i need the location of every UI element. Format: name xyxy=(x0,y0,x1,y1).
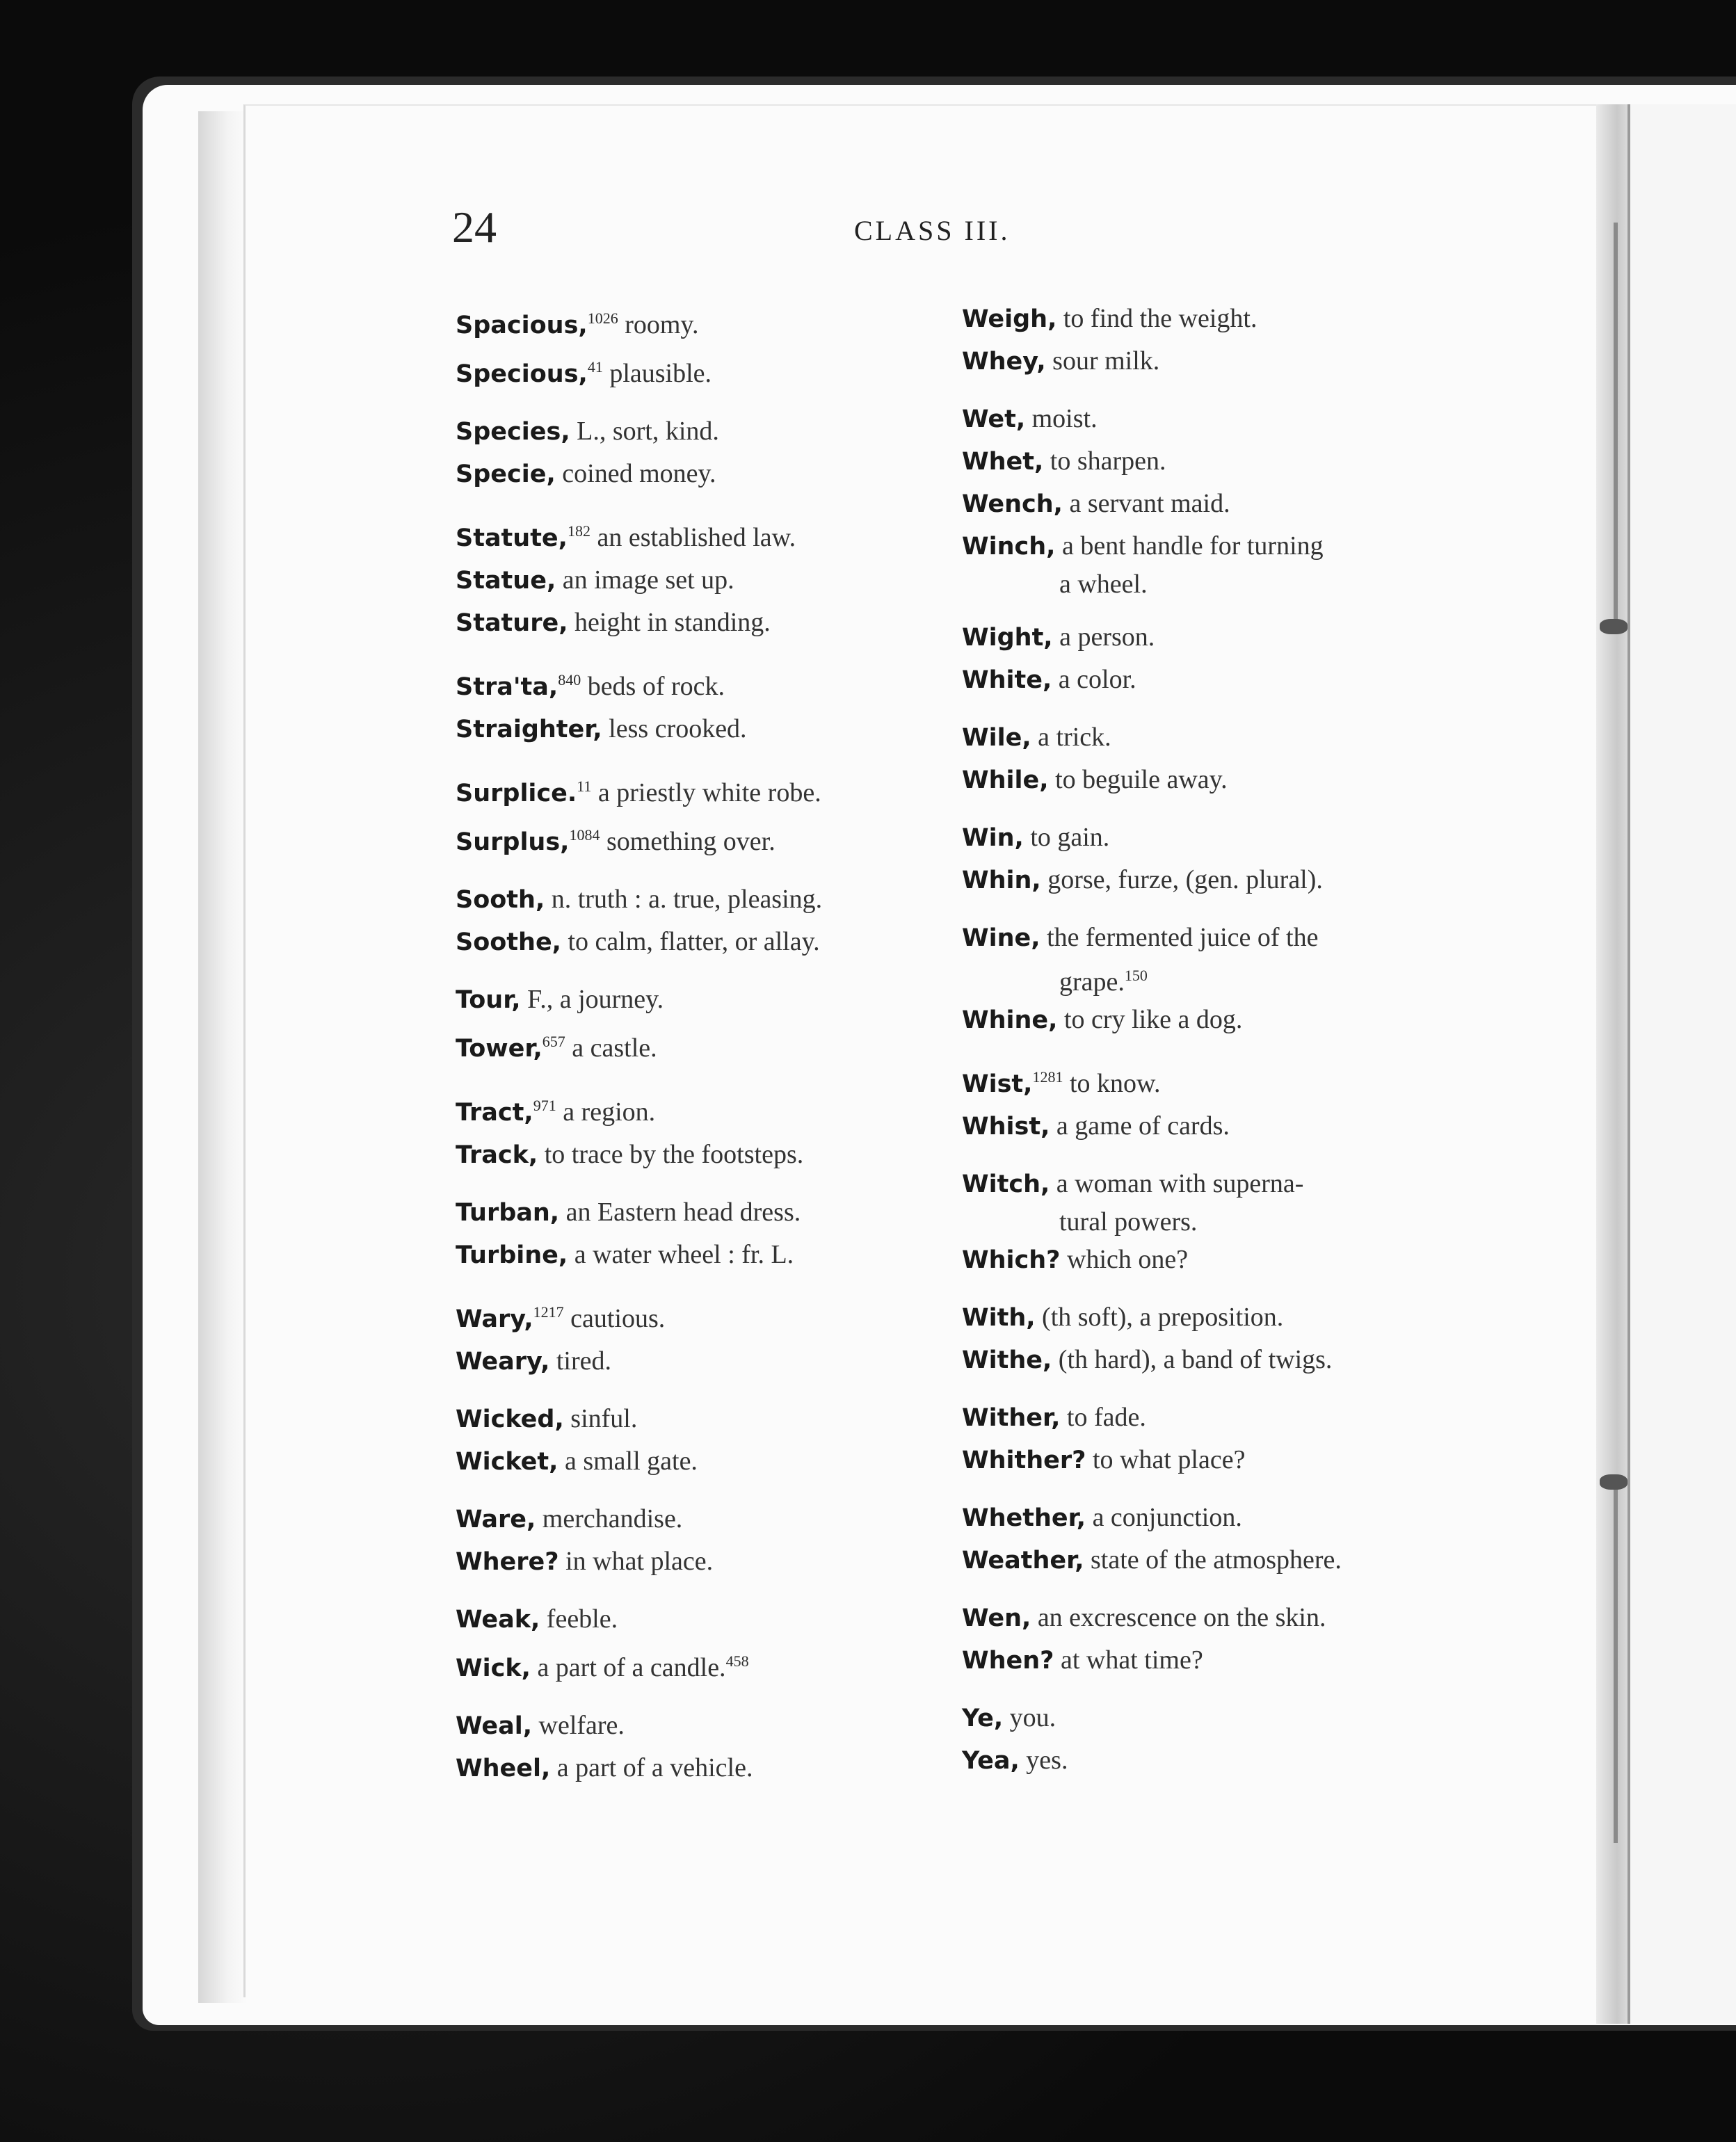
entry-definition: sour milk. xyxy=(1045,346,1160,376)
dictionary-entry xyxy=(456,1021,984,1070)
dictionary-entry xyxy=(456,1134,984,1176)
entry-word: Wile, xyxy=(962,724,1031,752)
entry-definition: an image set up. xyxy=(556,565,734,595)
entry-word: Turban, xyxy=(456,1199,560,1227)
dictionary-entry xyxy=(962,859,1435,901)
entry-definition: to cry like a dog. xyxy=(1057,1005,1243,1034)
entry-group xyxy=(456,1085,984,1176)
entry-word: Soothe, xyxy=(456,928,561,956)
dictionary-entry xyxy=(456,1085,984,1134)
entry-definition: you. xyxy=(1003,1703,1056,1732)
entry-word: Wary, xyxy=(456,1305,533,1333)
dictionary-entry xyxy=(456,510,984,559)
entry-reference-number: 1281 xyxy=(1032,1068,1063,1086)
entry-word: Tour, xyxy=(456,986,521,1014)
entry-group xyxy=(962,1296,1435,1381)
entry-definition-continued: a wheel. xyxy=(1059,570,1148,599)
dictionary-entry xyxy=(962,1396,1435,1439)
entry-word: Stra'ta, xyxy=(456,673,558,701)
dictionary-entry xyxy=(456,708,984,750)
entry-definition: a bent handle for turning xyxy=(1055,531,1324,561)
entry-reference-number: 1217 xyxy=(533,1303,564,1321)
entry-group xyxy=(456,1598,984,1689)
entry-definition: plausible. xyxy=(602,359,712,388)
dictionary-entry xyxy=(962,999,1435,1041)
entry-definition: an established law. xyxy=(590,523,796,552)
entry-definition: welfare. xyxy=(532,1711,625,1740)
entry-definition: a part of a vehicle. xyxy=(550,1753,753,1782)
entry-group xyxy=(456,1291,984,1383)
dictionary-entry xyxy=(962,440,1435,483)
entry-definition: to sharpen. xyxy=(1043,446,1166,476)
binding-knot-bottom xyxy=(1600,1474,1628,1490)
entry-definition: moist. xyxy=(1025,404,1098,433)
entry-word: Tract, xyxy=(456,1099,533,1127)
entry-word: White, xyxy=(962,666,1052,694)
dictionary-entry xyxy=(456,1747,984,1789)
entry-definition: to know. xyxy=(1063,1069,1161,1098)
entry-definition: something over. xyxy=(600,827,775,856)
dictionary-entry xyxy=(456,921,984,963)
entry-definition: beds of rock. xyxy=(581,672,725,701)
entry-word: Wine, xyxy=(962,924,1040,952)
page-number: 24 xyxy=(452,202,497,252)
entry-reference-number: 1026 xyxy=(587,309,618,327)
entry-group xyxy=(962,398,1435,601)
entry-word: Wight, xyxy=(962,624,1053,652)
dictionary-entry xyxy=(962,716,1435,759)
dictionary-entry xyxy=(962,659,1435,701)
entry-word: Whet, xyxy=(962,448,1044,476)
dictionary-entry xyxy=(962,1239,1435,1281)
dictionary-entry xyxy=(456,979,984,1021)
dictionary-entry xyxy=(456,766,984,814)
entry-word: With, xyxy=(962,1304,1036,1332)
entry-definition: state of the atmosphere. xyxy=(1084,1545,1342,1575)
dictionary-entry xyxy=(962,525,1435,601)
entry-word: Wist, xyxy=(962,1070,1033,1098)
entry-group xyxy=(456,659,984,750)
entry-definition: at what time? xyxy=(1054,1645,1203,1675)
binding-knot-top xyxy=(1600,619,1628,634)
entry-reference-number: 458 xyxy=(725,1652,749,1670)
entry-reference-number: 150 xyxy=(1124,967,1148,984)
binding-cord-top xyxy=(1614,223,1618,626)
entry-definition: a person. xyxy=(1052,622,1155,652)
entry-definition: tired. xyxy=(549,1346,612,1376)
entry-reference-number: 11 xyxy=(577,778,592,795)
dictionary-entry xyxy=(456,602,984,644)
entry-definition: a servant maid. xyxy=(1062,489,1230,518)
dictionary-entry xyxy=(456,346,984,395)
dictionary-entry xyxy=(962,1639,1435,1682)
dictionary-entry xyxy=(456,659,984,708)
entry-word: Which? xyxy=(962,1246,1061,1274)
entry-definition: in what place. xyxy=(558,1547,714,1576)
entry-word: Weal, xyxy=(456,1712,533,1740)
entry-word: Ye, xyxy=(962,1705,1004,1732)
dictionary-entry xyxy=(962,1056,1435,1105)
entry-word: Tower, xyxy=(456,1035,542,1063)
entry-definition: cautious. xyxy=(563,1304,666,1333)
dictionary-entry xyxy=(456,814,984,863)
entry-definition: height in standing. xyxy=(568,608,771,637)
entry-definition: a color. xyxy=(1052,665,1136,694)
dictionary-entry xyxy=(962,1539,1435,1581)
entry-group xyxy=(962,1597,1435,1682)
dictionary-entry xyxy=(456,1191,984,1234)
entry-word: Track, xyxy=(456,1141,538,1169)
entry-reference-number: 840 xyxy=(558,671,581,688)
next-page-edge xyxy=(1628,104,1736,2024)
entry-word: Weather, xyxy=(962,1547,1084,1575)
dictionary-entry xyxy=(962,816,1435,859)
entry-group xyxy=(456,1498,984,1583)
entry-word: Turbine, xyxy=(456,1241,568,1269)
entry-group xyxy=(962,616,1435,701)
entry-group xyxy=(962,816,1435,901)
left-word-column xyxy=(456,298,984,1805)
entry-word: Wench, xyxy=(962,490,1063,518)
dictionary-entry xyxy=(456,410,984,453)
entry-word: Ware, xyxy=(456,1506,536,1533)
entry-word: Statue, xyxy=(456,567,556,595)
entry-definition: to trace by the footsteps. xyxy=(538,1140,804,1169)
entry-word: Specious, xyxy=(456,360,588,388)
entry-word: Weigh, xyxy=(962,305,1057,333)
dictionary-entry xyxy=(456,453,984,495)
entry-word: Wen, xyxy=(962,1604,1031,1632)
dictionary-entry xyxy=(456,1234,984,1276)
entry-definition: a small gate. xyxy=(558,1447,698,1476)
entry-definition: to gain. xyxy=(1023,823,1110,852)
entry-word: Spacious, xyxy=(456,312,588,339)
entry-definition: the fermented juice of the xyxy=(1040,923,1319,952)
entry-word: Straighter, xyxy=(456,716,602,743)
dictionary-entry xyxy=(456,1598,984,1641)
dictionary-entry xyxy=(456,878,984,921)
dictionary-entry xyxy=(962,1497,1435,1539)
entry-definition-continued: grape.$^{150}$ xyxy=(1059,967,1148,997)
entry-group xyxy=(456,410,984,495)
entry-word: Where? xyxy=(456,1548,559,1576)
entry-definition: n. truth : a. true, pleasing. xyxy=(545,885,823,914)
entry-group xyxy=(456,510,984,644)
entry-group xyxy=(962,917,1435,1041)
entry-group xyxy=(962,1056,1435,1148)
entry-definition-continued: tural powers. xyxy=(1059,1207,1198,1237)
dictionary-entry xyxy=(962,1597,1435,1639)
dictionary-entry xyxy=(962,1739,1435,1782)
entry-word: Wheel, xyxy=(456,1755,551,1782)
entry-group xyxy=(456,298,984,395)
entry-group xyxy=(456,979,984,1070)
entry-definition: (th soft), a preposition. xyxy=(1035,1303,1284,1332)
entry-reference-number: 182 xyxy=(567,522,590,540)
entry-group xyxy=(962,1396,1435,1481)
entry-word: Whither? xyxy=(962,1447,1086,1474)
entry-word: Whine, xyxy=(962,1006,1058,1034)
entry-definition: an Eastern head dress. xyxy=(559,1198,801,1227)
entry-word: Witch, xyxy=(962,1170,1050,1198)
dictionary-entry xyxy=(456,1440,984,1483)
entry-definition: an excrescence on the skin. xyxy=(1031,1603,1326,1632)
entry-group xyxy=(962,716,1435,801)
dictionary-entry xyxy=(962,1163,1435,1239)
entry-definition: less crooked. xyxy=(602,714,747,743)
entry-definition: a castle. xyxy=(565,1033,657,1063)
entry-group xyxy=(456,1191,984,1276)
dictionary-entry xyxy=(962,1439,1435,1481)
entry-definition: a part of a candle. xyxy=(530,1653,726,1682)
entry-word: When? xyxy=(962,1647,1054,1675)
entry-definition: to beguile away. xyxy=(1048,765,1228,794)
entry-definition: which one? xyxy=(1060,1245,1189,1274)
page-gutter xyxy=(198,111,247,2003)
entry-word: Wick, xyxy=(456,1654,531,1682)
entry-word: Wicked, xyxy=(456,1406,564,1433)
dictionary-entry xyxy=(456,1641,984,1689)
entry-definition: sinful. xyxy=(563,1404,638,1433)
entry-word: Whist, xyxy=(962,1113,1050,1141)
entry-word: Yea, xyxy=(962,1747,1020,1775)
entry-word: Weak, xyxy=(456,1606,540,1634)
entry-definition: coined money. xyxy=(555,459,716,488)
dictionary-entry xyxy=(456,1291,984,1340)
entry-definition: L., sort, kind. xyxy=(570,417,719,446)
dictionary-entry xyxy=(962,759,1435,801)
dictionary-entry xyxy=(962,398,1435,440)
dictionary-entry xyxy=(962,1339,1435,1381)
entry-reference-number: 41 xyxy=(587,358,603,376)
entry-definition: a game of cards. xyxy=(1050,1111,1230,1141)
entry-word: Stature, xyxy=(456,609,568,637)
entry-word: Withe, xyxy=(962,1346,1052,1374)
entry-word: Statute, xyxy=(456,524,568,552)
entry-word: Species, xyxy=(456,418,570,446)
entry-word: Winch, xyxy=(962,533,1056,561)
entry-definition: merchandise. xyxy=(536,1504,683,1533)
entry-word: Sooth, xyxy=(456,886,545,914)
entry-definition: a woman with superna- xyxy=(1050,1169,1304,1198)
entry-definition: a priestly white robe. xyxy=(591,778,821,807)
dictionary-entry xyxy=(456,1340,984,1383)
entry-definition: to what place? xyxy=(1086,1445,1246,1474)
entry-definition: gorse, furze, (gen. plural). xyxy=(1040,865,1323,894)
entry-group xyxy=(456,1705,984,1789)
page-title: CLASS III. xyxy=(854,215,1011,246)
entry-group xyxy=(962,298,1435,382)
dictionary-entry xyxy=(962,298,1435,340)
entry-group xyxy=(456,1398,984,1483)
right-word-column xyxy=(962,298,1435,1797)
dictionary-entry xyxy=(456,1705,984,1747)
entry-definition: a water wheel : fr. L. xyxy=(568,1240,794,1269)
entry-word: While, xyxy=(962,766,1049,794)
entry-word: Surplus, xyxy=(456,828,570,856)
dictionary-entry xyxy=(962,340,1435,382)
entry-word: Surplice. xyxy=(456,780,577,807)
entry-word: Weary, xyxy=(456,1348,550,1376)
entry-group xyxy=(962,1163,1435,1281)
entry-word: Specie, xyxy=(456,460,556,488)
entry-group xyxy=(456,878,984,963)
entry-definition: roomy. xyxy=(618,310,699,339)
binding-cord-bottom xyxy=(1614,1481,1618,1843)
dictionary-entry xyxy=(962,483,1435,525)
entry-word: Wicket, xyxy=(456,1448,558,1476)
entry-word: Whether, xyxy=(962,1504,1086,1532)
entry-definition: a region. xyxy=(556,1097,656,1127)
entry-word: Wet, xyxy=(962,405,1026,433)
dictionary-entry xyxy=(456,298,984,346)
entry-group xyxy=(456,766,984,863)
entry-word: Whey, xyxy=(962,348,1046,376)
entry-word: Win, xyxy=(962,824,1024,852)
entry-definition: to fade. xyxy=(1060,1403,1146,1432)
entry-group xyxy=(962,1697,1435,1782)
dictionary-entry xyxy=(962,1105,1435,1148)
entry-definition: (th hard), a band of twigs. xyxy=(1052,1345,1333,1374)
entry-definition: feeble. xyxy=(540,1604,618,1634)
dictionary-entry xyxy=(456,1398,984,1440)
entry-definition: F., a journey. xyxy=(520,985,664,1014)
entry-definition: to find the weight. xyxy=(1056,304,1257,333)
dictionary-entry xyxy=(962,917,1435,999)
dictionary-entry xyxy=(456,1540,984,1583)
dictionary-entry xyxy=(962,616,1435,659)
dictionary-entry xyxy=(962,1296,1435,1339)
entry-word: Whin, xyxy=(962,867,1041,894)
entry-definition: to calm, flatter, or allay. xyxy=(561,927,820,956)
entry-word: Wither, xyxy=(962,1404,1061,1432)
entry-reference-number: 971 xyxy=(533,1097,556,1114)
entry-reference-number: 1084 xyxy=(569,826,600,844)
dictionary-entry xyxy=(962,1697,1435,1739)
entry-definition: a conjunction. xyxy=(1086,1503,1242,1532)
dictionary-entry xyxy=(456,559,984,602)
entry-group xyxy=(962,1497,1435,1581)
dictionary-entry xyxy=(456,1498,984,1540)
entry-definition: yes. xyxy=(1019,1746,1068,1775)
entry-reference-number: 657 xyxy=(542,1033,565,1050)
entry-definition: a trick. xyxy=(1031,723,1111,752)
